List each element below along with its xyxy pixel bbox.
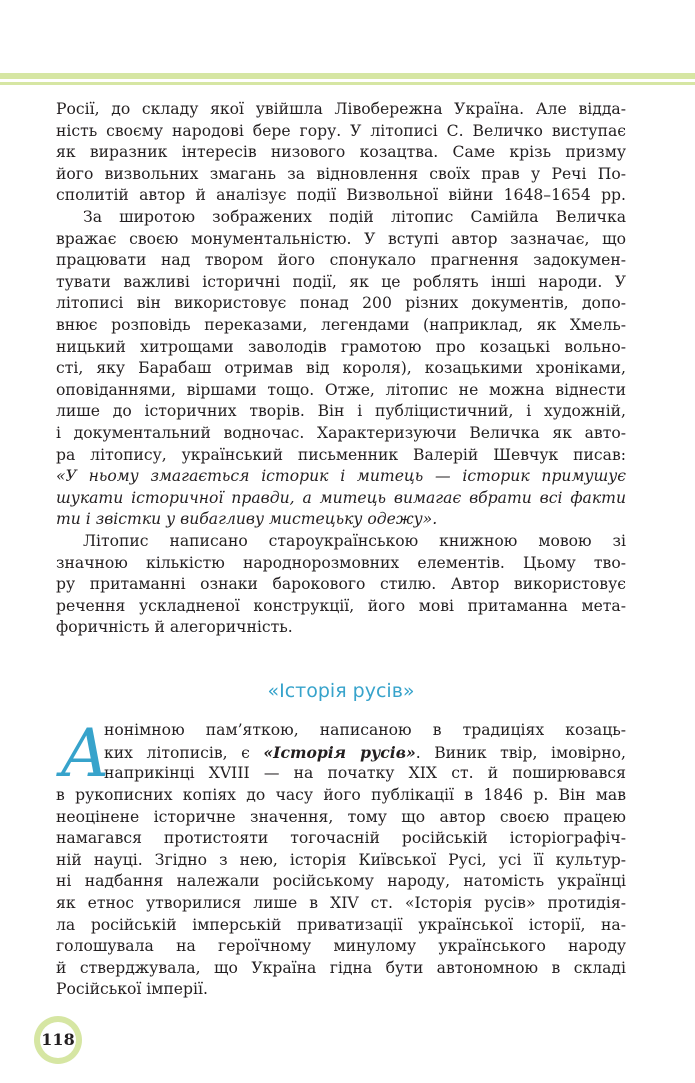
text-line: ла російській імперській приватизації української історії, на-: [56, 915, 626, 934]
quote-line: ти і звістки у вибагливу мистецьку одежу».: [56, 510, 438, 529]
text-line: Російської імперії.: [56, 980, 208, 999]
top-decor-band: [0, 73, 695, 79]
text-line: сті, яку Барабаш отримав від короля), козацькими хроніками,: [56, 359, 626, 378]
text-line: Літопис написано староукраїнською книжною мовою зі: [83, 532, 626, 550]
text-line: Росії, до складу якої увійшла Лівобережна Україна. Але відда-: [56, 100, 626, 118]
text-line: За широтою зображених подій літопис Самійла Величка: [83, 208, 626, 226]
text-line: внює розповідь переказами, легендами (наприклад, як Хмель-: [56, 315, 626, 334]
text-line: ні надбання належали російському народу, натомість українці: [56, 872, 626, 891]
text-line: і документальний водночас. Характеризуючи Величка як авто-: [56, 423, 626, 442]
text-line: сполитій автор й аналізує події Визвольної війни 1648–1654 рр.: [56, 186, 626, 205]
paragraph-velychko-chronicle: [56, 207, 626, 531]
text-line: лише до історичних творів. Він і публіцистичний, і художній,: [56, 402, 626, 421]
text-line: й стверджувала, що Україна гідна бути автономною в складі: [56, 958, 626, 977]
text-line: літописі він використовує понад 200 різних документів, допо-: [56, 294, 626, 313]
quote-line: «У ньому змагається історик і митець — історик примушує: [56, 467, 626, 486]
paragraph-language: [56, 531, 626, 639]
section-heading: «Історія русів»: [267, 680, 415, 702]
book-title: «Історія русів»: [263, 742, 416, 762]
text-line: його визвольних змагань за відновлення своїх прав у Речі По-: [56, 164, 626, 183]
paragraph-history-body: [56, 785, 626, 1001]
drop-cap-letter: А: [60, 715, 110, 792]
text-line: як етнос утворилися лише в XIV ст. «Історія русів» протидія-: [56, 893, 626, 912]
text-line: форичність й алегоричність.: [56, 618, 293, 637]
paragraph-continuation: [56, 99, 626, 207]
text-line: значною кількістю народнорозмовних елементів. Цьому тво-: [56, 553, 626, 572]
text-line: голошувала на героїчному минулому українського народу: [56, 937, 626, 956]
page-number: 118: [40, 1022, 76, 1058]
text-line: ницький хитрощами заволодів грамотою про козацькі вольно-: [56, 337, 626, 356]
text-line: оповіданнями, віршами тощо. Отже, літопис не можна віднести: [56, 380, 626, 399]
text-line: ких літописів, є «Історія русів». Виник твір, імовірно,: [104, 742, 626, 762]
text-line: в рукописних копіях до часу його публікації в 1846 р. Він мав: [56, 786, 626, 804]
text-line: неоцінене історичне значення, тому що автор своєю працею: [56, 807, 626, 826]
drop-cap: [58, 715, 110, 792]
text-line: речення ускладненої конструкції, його мові притаманна мета-: [56, 596, 626, 615]
text-line: намагався протистояти тогочасній російській історіографіч-: [56, 829, 626, 848]
text-line: ній науці. Згідно з нею, історія Київської Русі, усі її культур-: [56, 850, 626, 869]
paragraph-history-intro: [104, 720, 626, 785]
text-line: ра літопису, український письменник Валерій Шевчук писав:: [56, 445, 626, 464]
text-line: ність своєму народові бере гору. У літописі С. Величко виступає: [56, 121, 626, 140]
text-line: працювати над твором його спонукало прагнення задокумен-: [56, 251, 626, 270]
text-line: тувати важливі історичні події, як це роблять інші народи. У: [56, 272, 626, 291]
text-line: вражає своєю монументальністю. У вступі автор зазначає, що: [56, 229, 626, 248]
text-line: як виразник інтересів низового козацтва. Саме крізь призму: [56, 143, 626, 162]
top-decor-line: [0, 82, 695, 85]
text-line: ру притаманні ознаки барокового стилю. Автор використовує: [56, 575, 626, 594]
text-line: нонімною пам’яткою, написаною в традиціях козаць-: [104, 721, 626, 739]
text-line: наприкінці XVIII — на початку XIX ст. й поширювався: [104, 764, 626, 783]
quote-line: шукати історичної правди, а митець вимагає вбрати всі факти: [56, 488, 626, 507]
